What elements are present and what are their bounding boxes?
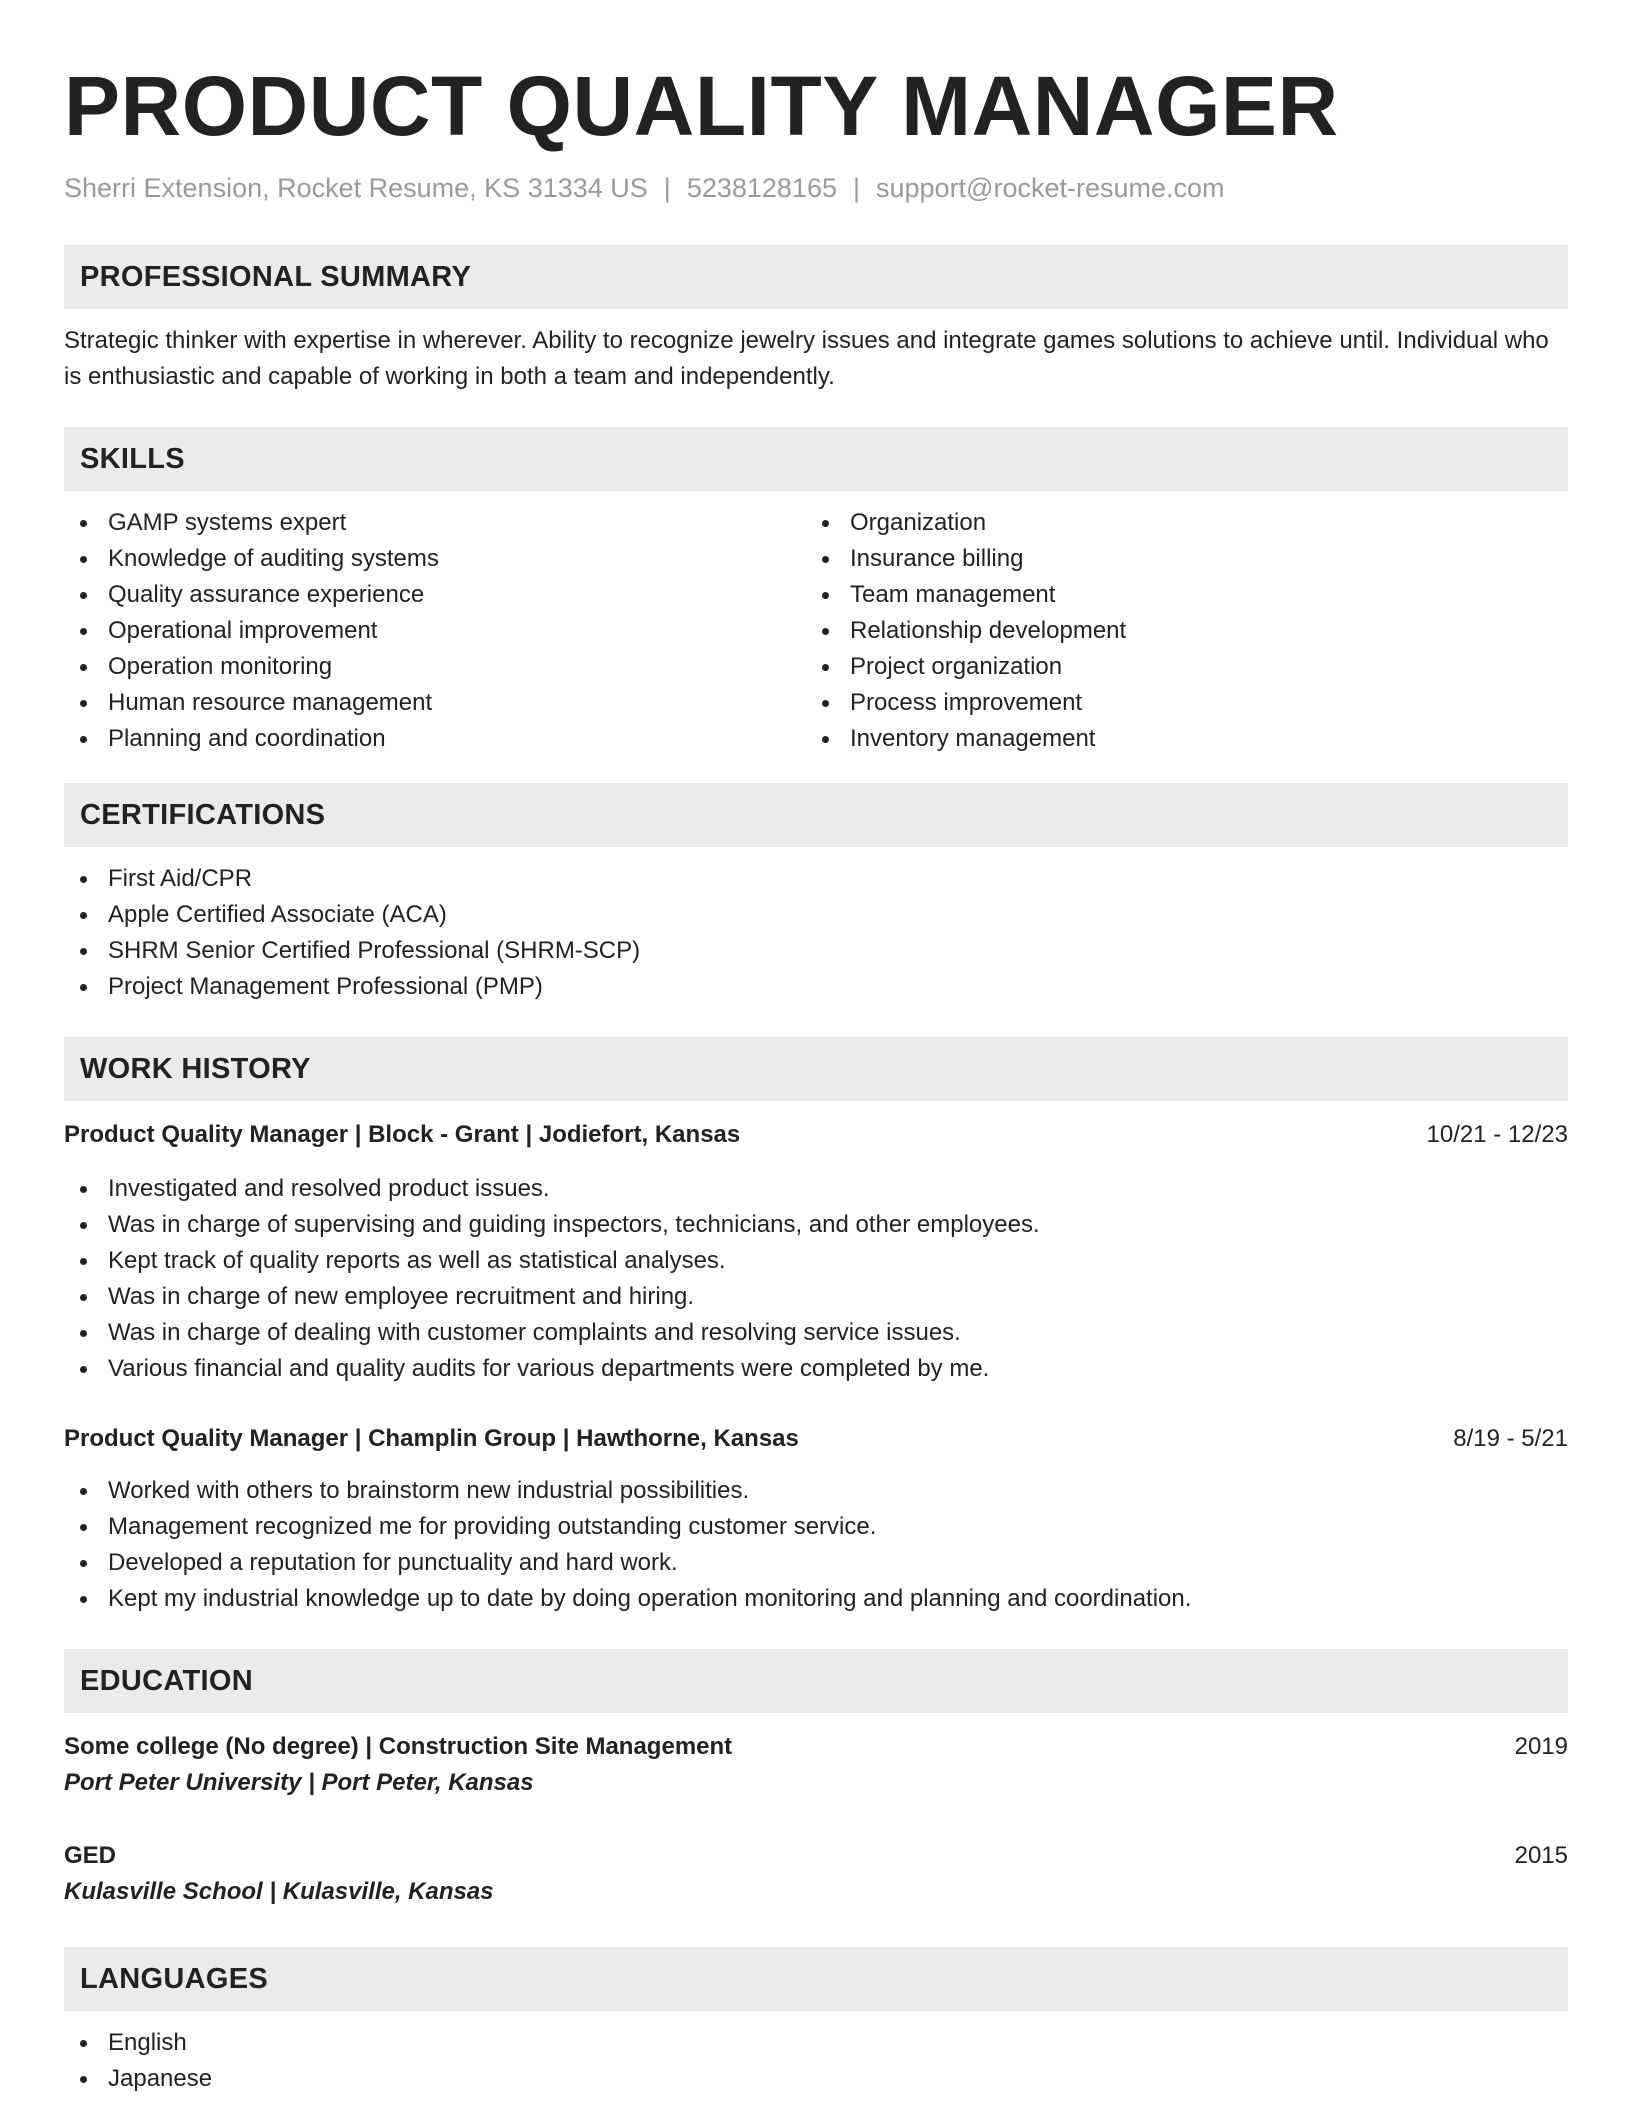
skills-column-left bbox=[64, 505, 806, 757]
contact-line bbox=[64, 170, 1568, 206]
skill-item: GAMP systems expert bbox=[64, 505, 806, 541]
skill-item: Inventory management bbox=[806, 721, 1548, 757]
skill-item: Operational improvement bbox=[64, 613, 806, 649]
job-title: Product Quality Manager | Champlin Group | Hawthorne, Kansas bbox=[64, 1425, 799, 1452]
job-bullet: Management recognized me for providing outstanding customer service. bbox=[64, 1509, 1568, 1545]
education-degree: Some college (No degree) | Construction Site Management bbox=[64, 1733, 733, 1760]
job-title: Product Quality Manager | Block - Grant | Jodiefort, Kansas bbox=[64, 1121, 741, 1148]
job-bullet: Kept track of quality reports as well as statistical analyses. bbox=[64, 1243, 1568, 1279]
job-dates: 10/21 - 12/23 bbox=[1426, 1121, 1568, 1148]
job-header bbox=[64, 1421, 1568, 1457]
skill-item: Insurance billing bbox=[806, 541, 1548, 577]
certification-item: SHRM Senior Certified Professional (SHRM-SCP) bbox=[64, 933, 1568, 969]
job-bullet: Worked with others to brainstorm new industrial possibilities. bbox=[64, 1473, 1568, 1509]
contact-separator: | bbox=[663, 173, 671, 203]
skill-item: Knowledge of auditing systems bbox=[64, 541, 806, 577]
languages-list bbox=[64, 2025, 1568, 2097]
job-bullet: Was in charge of supervising and guiding inspectors, technicians, and other employees. bbox=[64, 1207, 1568, 1243]
job-bullet: Kept my industrial knowledge up to date by doing operation monitoring and planning and coordination. bbox=[64, 1581, 1568, 1617]
skill-item: Project organization bbox=[806, 649, 1548, 685]
section-header-languages: LANGUAGES bbox=[64, 1947, 1568, 2011]
education-year: 2015 bbox=[1514, 1842, 1568, 1869]
job-entry bbox=[64, 1421, 1568, 1617]
education-school: Port Peter University | Port Peter, Kansas bbox=[64, 1769, 534, 1796]
section-header-skills: SKILLS bbox=[64, 427, 1568, 491]
skill-item: Planning and coordination bbox=[64, 721, 806, 757]
job-bullet: Developed a reputation for punctuality and hard work. bbox=[64, 1545, 1568, 1581]
job-bullet: Was in charge of dealing with customer complaints and resolving service issues. bbox=[64, 1315, 1568, 1351]
certification-item: Project Management Professional (PMP) bbox=[64, 969, 1568, 1005]
section-header-certifications: CERTIFICATIONS bbox=[64, 783, 1568, 847]
skill-item: Relationship development bbox=[806, 613, 1548, 649]
resume-name: PRODUCT QUALITY MANAGER bbox=[64, 59, 1339, 153]
education-school: Kulasville School | Kulasville, Kansas bbox=[64, 1878, 494, 1905]
job-bullets bbox=[64, 1473, 1568, 1617]
education-entry bbox=[64, 1729, 1568, 1801]
job-bullet: Investigated and resolved product issues. bbox=[64, 1171, 1568, 1207]
section-header-education: EDUCATION bbox=[64, 1649, 1568, 1713]
contact-email: support@rocket-resume.com bbox=[876, 173, 1225, 203]
job-bullet: Was in charge of new employee recruitment and hiring. bbox=[64, 1279, 1568, 1315]
summary-text: Strategic thinker with expertise in wherever. Ability to recognize jewelry issues and integrate games solutions to achieve until. Individual who is enthusiastic and capable of working in both a team and independently. bbox=[64, 327, 1549, 390]
education-header bbox=[64, 1729, 1568, 1765]
skill-item: Human resource management bbox=[64, 685, 806, 721]
education-header bbox=[64, 1838, 1568, 1874]
job-bullets bbox=[64, 1171, 1568, 1387]
language-item: English bbox=[64, 2025, 1568, 2061]
job-header bbox=[64, 1117, 1568, 1153]
skill-item: Quality assurance experience bbox=[64, 577, 806, 613]
job-dates: 8/19 - 5/21 bbox=[1453, 1425, 1568, 1452]
section-header-summary: PROFESSIONAL SUMMARY bbox=[64, 245, 1568, 309]
skills-column-right bbox=[806, 505, 1548, 757]
contact-address: Sherri Extension, Rocket Resume, KS 31334 US bbox=[64, 173, 648, 203]
job-bullet: Various financial and quality audits for various departments were completed by me. bbox=[64, 1351, 1568, 1387]
skills-list bbox=[64, 505, 1568, 757]
skill-item: Team management bbox=[806, 577, 1548, 613]
contact-phone: 5238128165 bbox=[686, 173, 837, 203]
education-entry bbox=[64, 1838, 1568, 1910]
section-header-work-history: WORK HISTORY bbox=[64, 1037, 1568, 1101]
certification-item: First Aid/CPR bbox=[64, 861, 1568, 897]
skill-item: Operation monitoring bbox=[64, 649, 806, 685]
education-year: 2019 bbox=[1514, 1733, 1568, 1760]
skill-item: Process improvement bbox=[806, 685, 1548, 721]
certification-item: Apple Certified Associate (ACA) bbox=[64, 897, 1568, 933]
contact-separator: | bbox=[852, 173, 860, 203]
language-item: Japanese bbox=[64, 2061, 1568, 2097]
skill-item: Organization bbox=[806, 505, 1548, 541]
education-degree: GED bbox=[64, 1842, 117, 1869]
job-entry bbox=[64, 1117, 1568, 1387]
certifications-list bbox=[64, 861, 1568, 1005]
